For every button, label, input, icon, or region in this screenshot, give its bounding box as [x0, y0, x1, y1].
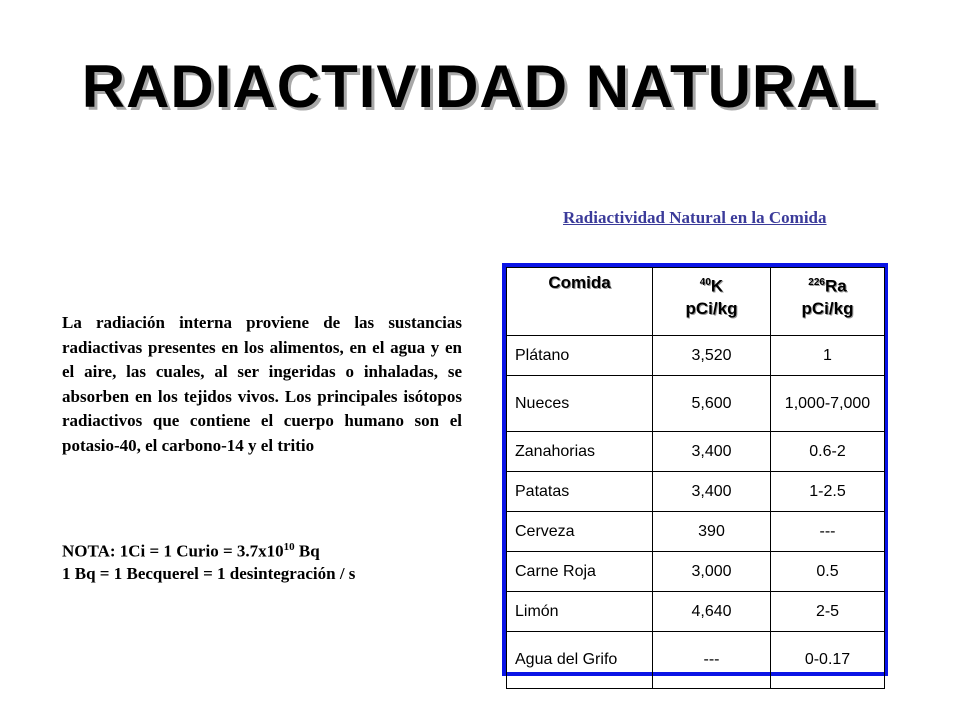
note-block [62, 536, 482, 585]
table-row [507, 336, 885, 376]
cell-k40: 3,400 [653, 472, 771, 512]
note-line-2: 1 Bq = 1 Becquerel = 1 desintegración / s [62, 563, 356, 583]
cell-k40: 3,000 [653, 552, 771, 592]
header-k40 [653, 268, 771, 336]
table-row [507, 376, 885, 432]
cell-ra226: 0.5 [771, 552, 885, 592]
cell-k40: 390 [653, 512, 771, 552]
header-ra226-symbol: Ra [824, 276, 847, 296]
table-row [507, 632, 885, 689]
header-k40-isotope [657, 272, 766, 298]
table-caption[interactable]: Radiactividad Natural en la Comida [563, 208, 827, 227]
cell-ra226: 0-0.17 [771, 632, 885, 689]
cell-ra226: --- [771, 512, 885, 552]
cell-k40: 4,640 [653, 592, 771, 632]
cell-k40: --- [653, 632, 771, 689]
header-k40-mass: 40 [699, 277, 711, 288]
cell-ra226: 0.6-2 [771, 432, 885, 472]
header-food [507, 268, 653, 336]
table-row [507, 432, 885, 472]
table-row [507, 512, 885, 552]
cell-food: Zanahorias [507, 432, 653, 472]
cell-food: Patatas [507, 472, 653, 512]
header-k40-unit: pCi/kg [685, 298, 738, 318]
cell-food: Cerveza [507, 512, 653, 552]
table-row [507, 472, 885, 512]
header-ra226-isotope [775, 272, 880, 298]
note-line-1-text: NOTA: 1Ci = 1 Curio = 3.7x10 [62, 541, 284, 561]
cell-ra226: 1-2.5 [771, 472, 885, 512]
table-header-row [507, 268, 885, 336]
cell-food: Agua del Grifo [507, 632, 653, 689]
cell-food: Carne Roja [507, 552, 653, 592]
cell-k40: 3,520 [653, 336, 771, 376]
note-line-1 [62, 536, 482, 563]
header-ra226-mass: 226 [808, 277, 825, 288]
body-paragraph: La radiación interna proviene de las sustancias radiactivas presentes en los alimentos, en el agua y en el aire, las cuales, al ser ingeridas o inhaladas, se absorben en los tejidos vivos. Los principales isótopos radiactivos que contiene el cuerpo humano son el potasio-40, el carbono-14 y el tritio [62, 313, 462, 455]
header-k40-symbol: K [710, 276, 724, 296]
header-food-label: Comida [548, 273, 611, 292]
header-ra226 [771, 268, 885, 336]
cell-k40: 3,400 [653, 432, 771, 472]
page-title: RADIACTIVIDAD NATURAL [81, 53, 879, 120]
cell-food: Nueces [507, 376, 653, 432]
cell-k40: 5,600 [653, 376, 771, 432]
table-row [507, 592, 885, 632]
cell-food: Limón [507, 592, 653, 632]
food-radioactivity-table [502, 263, 888, 676]
data-table [506, 267, 885, 689]
note-line-1-unit: Bq [294, 541, 320, 561]
cell-ra226: 2-5 [771, 592, 885, 632]
note-exponent: 10 [283, 541, 295, 553]
header-ra226-unit: pCi/kg [801, 298, 854, 318]
table-row [507, 552, 885, 592]
cell-ra226: 1,000-7,000 [771, 376, 885, 432]
cell-food: Plátano [507, 336, 653, 376]
cell-ra226: 1 [771, 336, 885, 376]
